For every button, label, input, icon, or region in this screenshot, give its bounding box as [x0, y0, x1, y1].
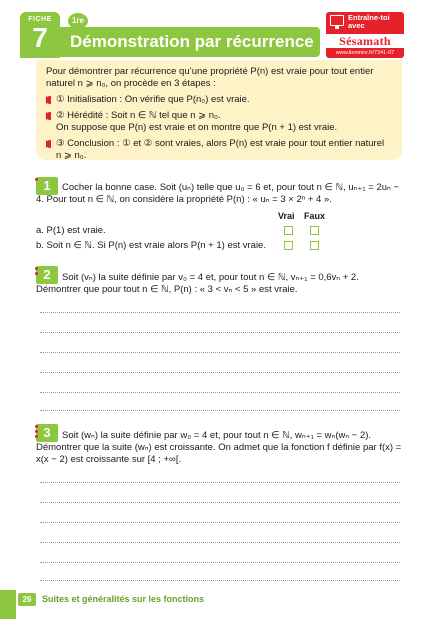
bullet-icon [46, 140, 51, 148]
exercise-2-text: Soit (vₙ) la suite définie par v₀ = 4 et, pour tout n ∈ ℕ, vₙ₊₁ = 0,6vₙ + 2. Démontrer que pour tout n ∈ ℕ, P(n) : « 3 < vₙ < 5 » est vraie. [36, 272, 359, 295]
sesamath-banner [326, 12, 404, 34]
exercise-number: 3 [43, 425, 51, 440]
sesamath-cta: Entraîne-toi avec [348, 13, 390, 30]
answer-line[interactable] [40, 312, 400, 313]
answer-line[interactable] [40, 580, 400, 581]
fiche-tab [20, 12, 60, 58]
exercise-number: 2 [43, 267, 51, 282]
page-number: 26 [18, 593, 36, 606]
chapter-title: Suites et généralités sur les fonctions [42, 594, 205, 604]
checkbox-a-faux[interactable] [310, 226, 319, 235]
question-b [36, 240, 402, 252]
faux-header: Faux [304, 211, 326, 221]
question-a [36, 225, 402, 237]
answer-line[interactable] [40, 352, 400, 353]
title-bar [60, 27, 320, 57]
level-badge: 1re [68, 13, 88, 29]
exercise-3-text: Soit (wₙ) la suite définie par w₀ = 4 et, pour tout n ∈ ℕ, wₙ₊₁ = wₙ(wₙ − 2). Démontrer que la suite (wₙ) est croissante. On admet que la fonction f définie par f(x) = x(x − 2) est croissante sur [4 ; +∞[. [36, 430, 402, 465]
step-text: ② Hérédité : Soit n ∈ ℕ tel que n ⩾ n₀. [56, 110, 221, 121]
sesamath-link[interactable] [326, 12, 404, 60]
question-a-text: a. P(1) est vraie. [36, 225, 106, 236]
answer-line[interactable] [40, 332, 400, 333]
checkbox-a-vrai[interactable] [284, 226, 293, 235]
exercise-3 [36, 430, 402, 466]
fiche-number: 7 [32, 22, 48, 53]
sesamath-url[interactable]: www.lienmini.fr/7341-07 [326, 48, 404, 58]
question-b-text: b. Soit n ∈ ℕ. Si P(n) est vraie alors P(n + 1) est vraie. [36, 240, 266, 251]
step-text: ③ Conclusion : ① et ② sont vraies, alors P(n) est vraie pour tout entier naturel n ⩾ n₀. [56, 138, 385, 161]
answer-line[interactable] [40, 392, 400, 393]
step-text: On suppose que P(n) est vraie et on montre que P(n + 1) est vraie. [56, 122, 338, 133]
step-initialisation [46, 94, 392, 106]
checkbox-b-faux[interactable] [310, 241, 319, 250]
answer-line[interactable] [40, 542, 400, 543]
step-conclusion [46, 138, 392, 162]
method-intro: Pour démontrer par récurrence qu’une propriété P(n) est vraie pour tout entier naturel n ⩾ n₀, on procède en 3 étapes : [46, 66, 374, 89]
exercise-2 [36, 272, 402, 296]
answer-line[interactable] [40, 522, 400, 523]
exercise-1 [36, 182, 402, 206]
bullet-icon [46, 112, 51, 120]
answer-line[interactable] [40, 562, 400, 563]
step-heredite [46, 110, 392, 134]
footer-strip [0, 590, 16, 619]
monitor-icon [330, 15, 344, 26]
exercise-number: 1 [43, 178, 51, 193]
answer-line[interactable] [40, 410, 400, 411]
vrai-header: Vrai [278, 211, 295, 221]
page-title: Démonstration par récurrence [70, 32, 314, 51]
bullet-icon [46, 96, 51, 104]
exercise-1-text: Cocher la bonne case. Soit (uₙ) telle que u₀ = 6 et, pour tout n ∈ ℕ, uₙ₊₁ = 2uₙ − 4. Pour tout n ∈ ℕ, on considère la propriété P(n) : « uₙ = 3 × 2ⁿ + 4 ». [36, 182, 399, 205]
answer-line[interactable] [40, 372, 400, 373]
fiche-label: FICHE [28, 16, 52, 23]
answer-line[interactable] [40, 502, 400, 503]
checkbox-b-vrai[interactable] [284, 241, 293, 250]
answer-line[interactable] [40, 482, 400, 483]
step-text: ① Initialisation : On vérifie que P(n₀) est vraie. [56, 94, 250, 105]
sesamath-logo: Sésamath [339, 34, 391, 48]
method-box [36, 60, 402, 160]
